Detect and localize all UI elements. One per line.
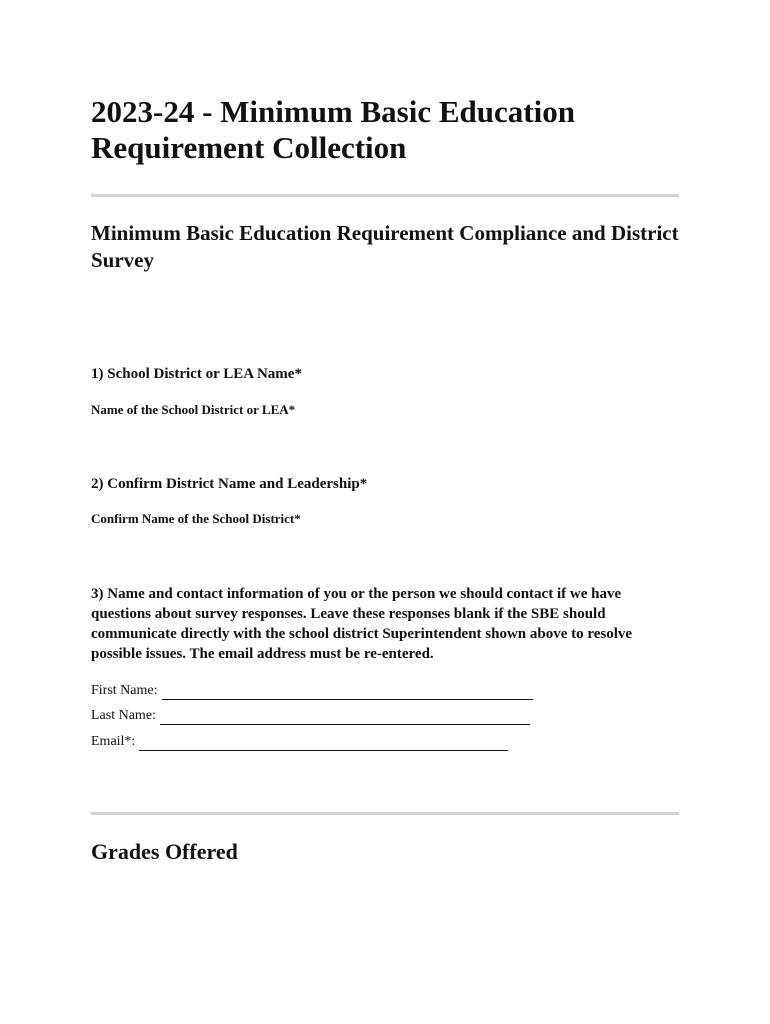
last-name-label: Last Name: [91,708,156,723]
last-name-blank[interactable] [160,710,530,725]
page-title: 2023-24 - Minimum Basic Education Requirement Collection [91,94,575,165]
question-2-sublabel: Confirm Name of the School District* [91,511,301,526]
first-name-blank[interactable] [162,685,533,700]
last-name-field[interactable] [91,707,530,725]
question-2-label: 2) Confirm District Name and Leadership* [91,476,368,492]
email-blank[interactable] [139,736,508,751]
email-label: Email*: [91,734,136,749]
section-title: Minimum Basic Education Requirement Compliance and District Survey [91,221,679,272]
first-name-label: First Name: [91,683,158,698]
first-name-field[interactable] [91,682,533,700]
question-1-label: 1) School District or LEA Name* [91,366,302,382]
divider [91,194,679,197]
question-1-sublabel: Name of the School District or LEA* [91,402,296,417]
grades-offered-title: Grades Offered [91,839,238,864]
email-field[interactable] [91,733,508,751]
question-3-label: 3) Name and contact information of you or the person we should contact if we have questions about survey responses. Leave these responses blank if the SBE should communicate directly with the school district Superintendent shown above to resolve possible issues. The email address must be re-entered. [91,586,633,662]
divider [91,812,679,815]
